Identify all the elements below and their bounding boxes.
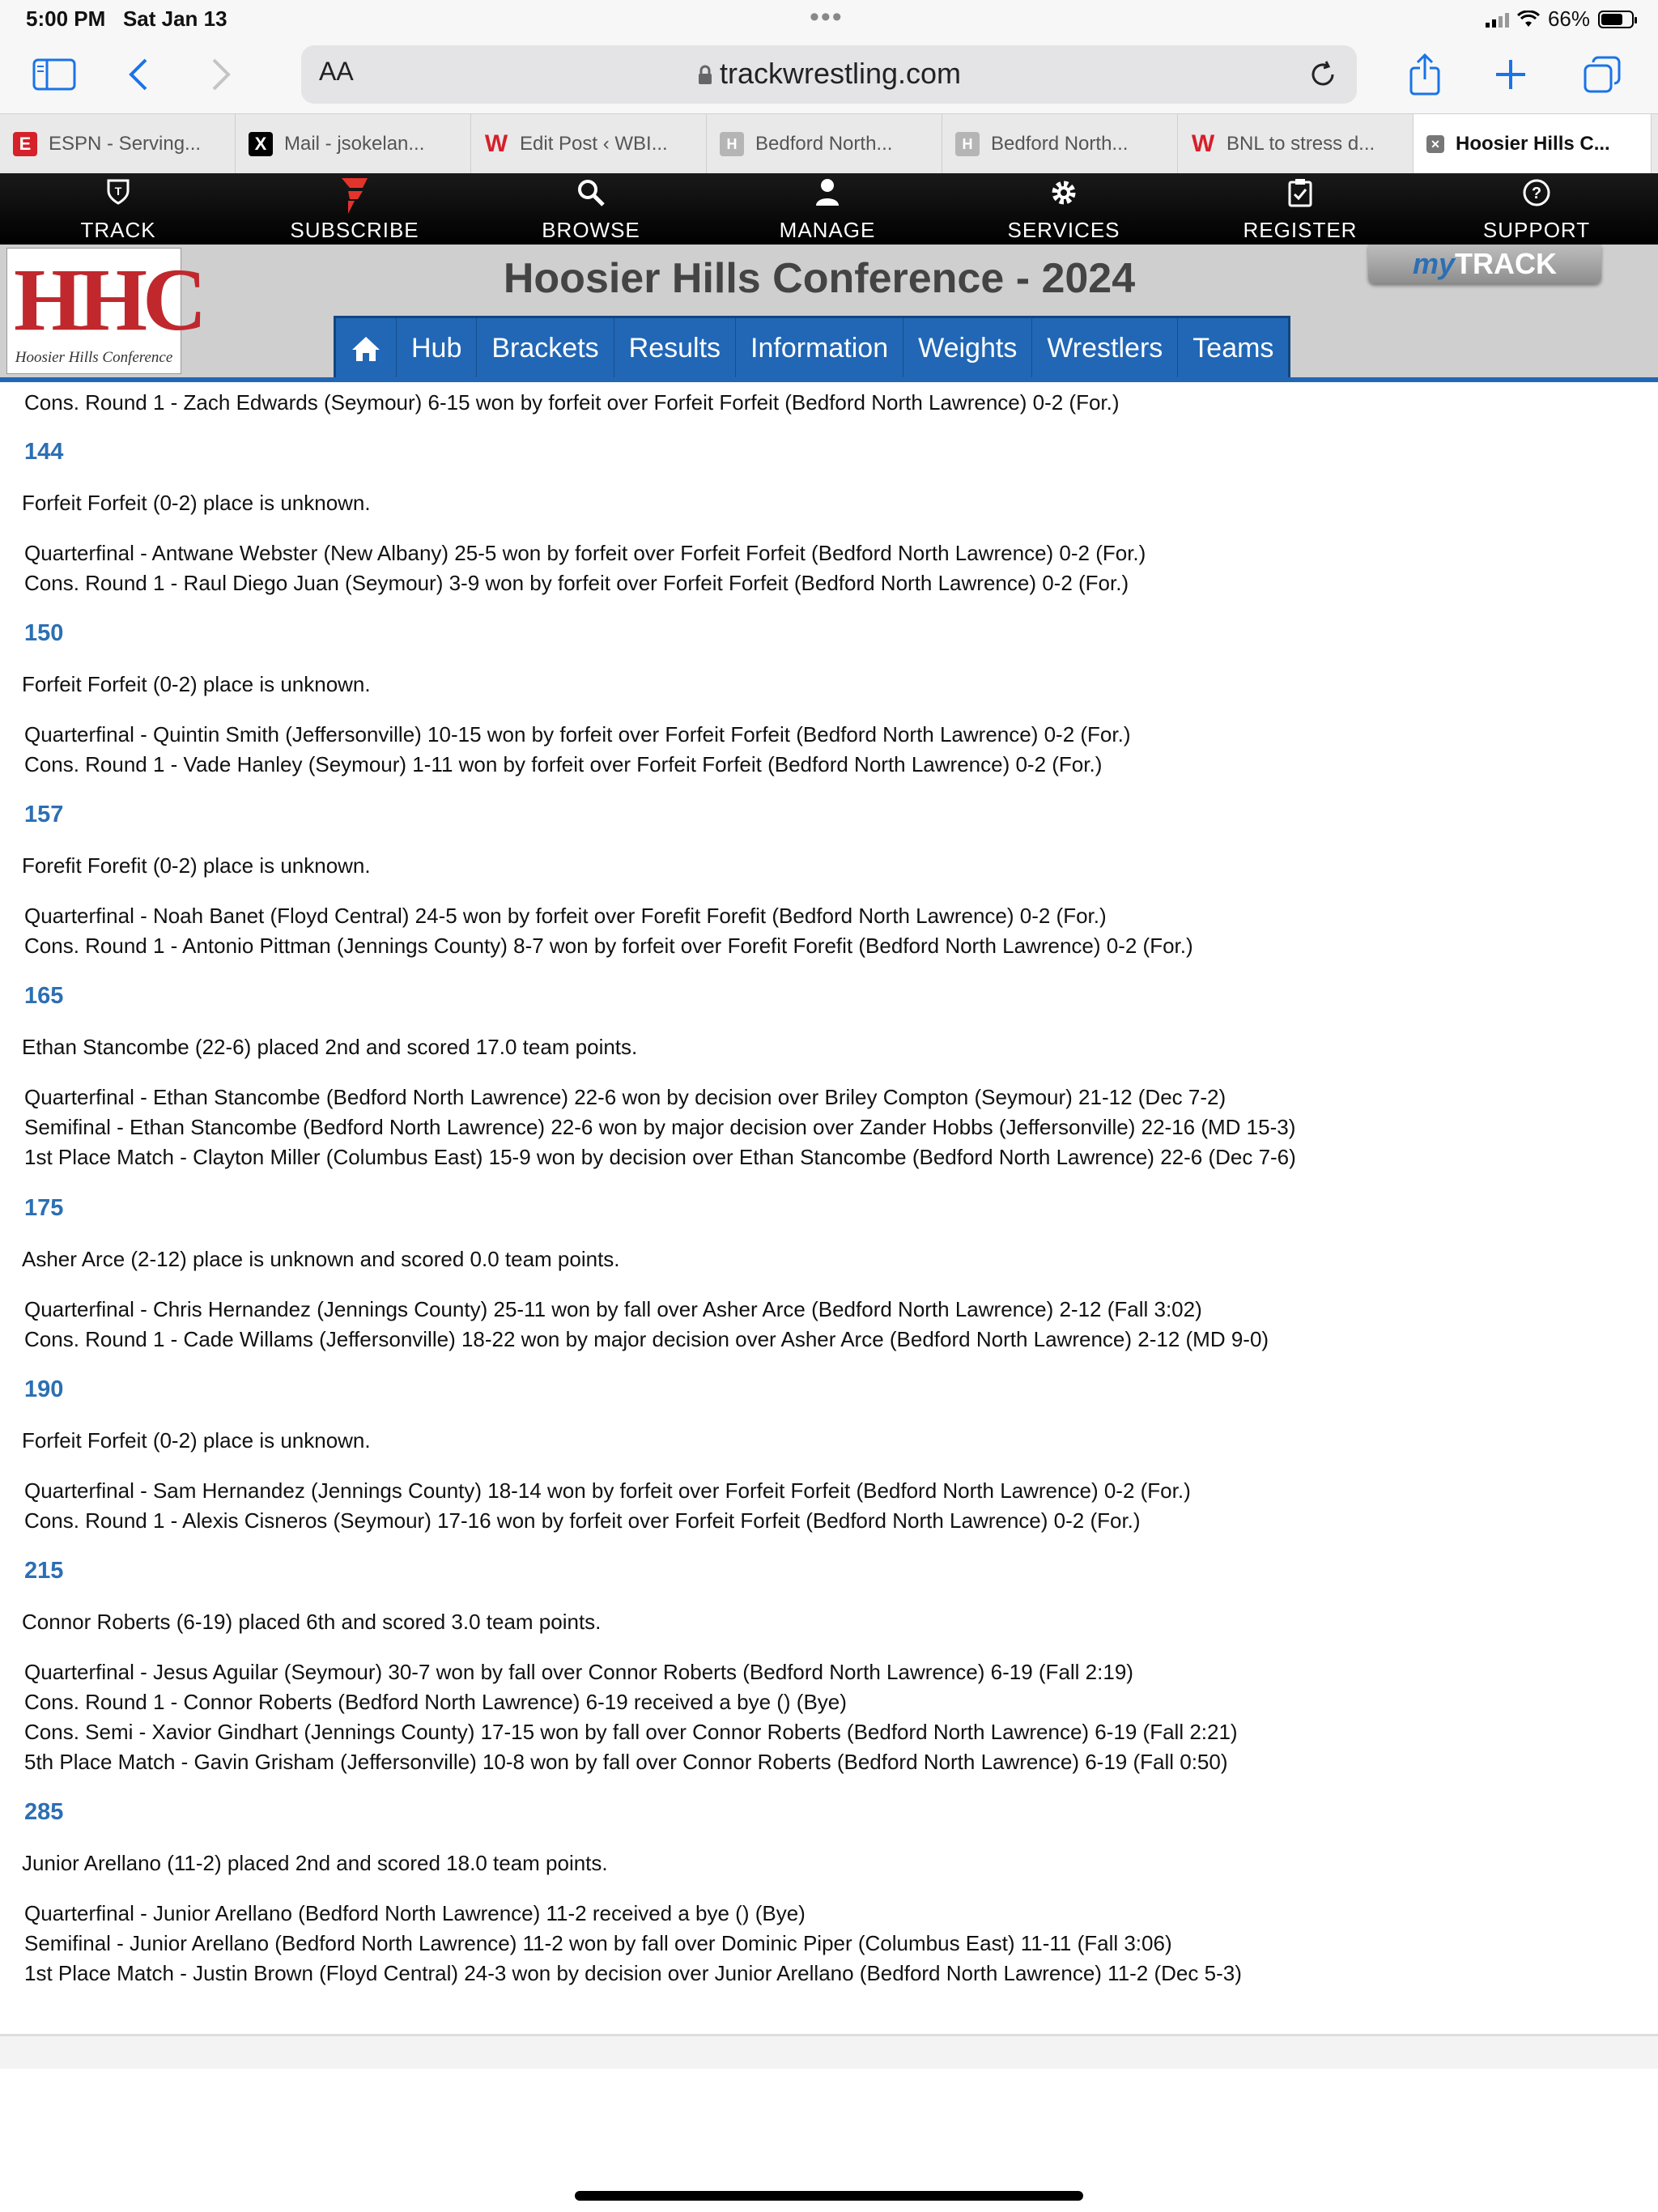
menu-home[interactable] bbox=[336, 318, 397, 379]
status-time: 5:00 PM Sat Jan 13 bbox=[26, 6, 227, 31]
match-line: Cons. Round 1 - Vade Hanley (Seymour) 1-11 won by forfeit over Forfeit Forfeit (Bedford North Lawrence) 0-2 (For.) bbox=[24, 752, 1103, 776]
menu-weights[interactable]: Weights bbox=[903, 318, 1032, 379]
tab-label: ESPN - Serving... bbox=[49, 133, 202, 155]
browser-tab-edit-post[interactable] bbox=[471, 114, 707, 174]
question-icon bbox=[1418, 178, 1655, 215]
weight-heading: 175 bbox=[24, 1195, 64, 1221]
weight-heading: 157 bbox=[24, 802, 64, 827]
clipboard-check-icon bbox=[1182, 178, 1418, 215]
lock-icon bbox=[697, 65, 713, 86]
match-line: Cons. Round 1 - Raul Diego Juan (Seymour) 3-9 won by forfeit over Forfeit Forfeit (Bedford North Lawrence) 0-2 (For.) bbox=[24, 571, 1129, 595]
match-line: Cons. Round 1 - Alexis Cisneros (Seymour) 17-16 won by forfeit over Forfeit Forfeit (Bedford North Lawrence) 0-2 (For.) bbox=[24, 1508, 1141, 1533]
match-line: Quarterfinal - Noah Banet (Floyd Central) 24-5 won by forfeit over Forefit Forefit (Bedford North Lawrence) 0-2 (For.) bbox=[24, 904, 1107, 928]
tabs-overview-icon[interactable] bbox=[1584, 52, 1621, 97]
cellular-signal-icon bbox=[1486, 11, 1509, 28]
wrestler-summary: Forfeit Forfeit (0-2) place is unknown. bbox=[22, 672, 371, 696]
menu-results[interactable]: Results bbox=[614, 318, 736, 379]
site-nav bbox=[0, 173, 1658, 245]
svg-text:?: ? bbox=[1531, 185, 1542, 202]
h-favicon-icon: H bbox=[955, 132, 980, 156]
results-content bbox=[0, 382, 1658, 2034]
home-icon bbox=[351, 335, 381, 363]
nav-label: SUPPORT bbox=[1482, 218, 1591, 242]
nav-register[interactable] bbox=[1182, 173, 1418, 245]
match-line: Quarterfinal - Sam Hernandez (Jennings County) 18-14 won by forfeit over Forfeit Forfeit (Bedford North Lawrence) 0-2 (For.) bbox=[24, 1478, 1191, 1503]
wrestler-summary: Forfeit Forfeit (0-2) place is unknown. bbox=[22, 1428, 371, 1453]
match-line: Quarterfinal - Antwane Webster (New Albany) 25-5 won by forfeit over Forfeit Forfeit (Bedford North Lawrence) 0-2 (For.) bbox=[24, 541, 1146, 565]
browser-toolbar bbox=[0, 39, 1658, 113]
status-date: Sat Jan 13 bbox=[122, 6, 227, 31]
wrestler-summary: Ethan Stancombe (22-6) placed 2nd and scored 17.0 team points. bbox=[22, 1035, 638, 1059]
nav-browse[interactable] bbox=[473, 173, 709, 245]
mytrack-my: my bbox=[1412, 247, 1456, 280]
w-favicon-icon: W bbox=[1191, 130, 1215, 157]
gear-icon bbox=[946, 178, 1182, 215]
nav-label: BROWSE bbox=[542, 218, 640, 242]
match-line: 5th Place Match - Gavin Grisham (Jeffersonville) 10-8 won by fall over Connor Roberts (Bedford North Lawrence) 6-19 (Fall 0:50) bbox=[24, 1750, 1228, 1774]
menu-teams[interactable]: Teams bbox=[1192, 333, 1274, 364]
espn-favicon-icon: E bbox=[13, 132, 37, 156]
weight-heading: 144 bbox=[24, 439, 64, 465]
tab-label: Edit Post ‹ WBI... bbox=[520, 133, 668, 155]
browser-tab-bnl-stress[interactable] bbox=[1178, 114, 1414, 174]
match-line: Cons. Round 1 - Cade Willams (Jeffersonville) 18-22 won by major decision over Asher Arce (Bedford North Lawrence) 2-12 (MD 9-0) bbox=[24, 1327, 1269, 1351]
match-line: Quarterfinal - Jesus Aguilar (Seymour) 30-7 won by fall over Connor Roberts (Bedford North Lawrence) 6-19 (Fall 2:19) bbox=[24, 1660, 1133, 1684]
sidebar-icon[interactable] bbox=[32, 52, 76, 97]
mytrack-track: TRACK bbox=[1455, 247, 1557, 280]
wifi-icon bbox=[1517, 11, 1540, 28]
nav-support[interactable] bbox=[1418, 173, 1655, 245]
weight-heading: 165 bbox=[24, 983, 64, 1009]
url-text: trackwrestling.com bbox=[301, 57, 1357, 91]
browser-tabs bbox=[0, 113, 1658, 174]
mytrack-button[interactable] bbox=[1368, 245, 1601, 283]
wrestler-summary: Junior Arellano (11-2) placed 2nd and scored 18.0 team points. bbox=[22, 1851, 608, 1875]
battery-percent: 66% bbox=[1547, 6, 1590, 31]
menu-brackets[interactable]: Brackets bbox=[477, 318, 614, 379]
logo-text: HHC bbox=[14, 250, 202, 349]
nav-label: MANAGE bbox=[779, 218, 876, 242]
nav-subscribe[interactable] bbox=[236, 173, 473, 245]
text-size-button[interactable]: AA bbox=[319, 57, 354, 86]
match-line: 1st Place Match - Justin Brown (Floyd Central) 24-3 won by decision over Junior Arellano (Bedford North Lawrence) 11-2 (Dec 5-3) bbox=[24, 1961, 1242, 1985]
match-line: Cons. Round 1 - Zach Edwards (Seymour) 6-15 won by forfeit over Forfeit Forfeit (Bedford North Lawrence) 0-2 (For.) bbox=[24, 390, 1120, 415]
wrestler-summary: Asher Arce (2-12) place is unknown and scored 0.0 team points. bbox=[22, 1247, 620, 1271]
page-title: Hoosier Hills Conference - 2024 bbox=[503, 255, 1136, 302]
footer-band bbox=[0, 2036, 1658, 2069]
tab-label: Bedford North... bbox=[755, 133, 893, 155]
weight-heading: 215 bbox=[24, 1558, 64, 1584]
logo-subtitle: Hoosier Hills Conference bbox=[15, 349, 173, 366]
h-favicon-icon: H bbox=[720, 132, 744, 156]
back-icon[interactable] bbox=[126, 52, 151, 97]
weight-heading: 150 bbox=[24, 620, 64, 646]
match-line: Cons. Semi - Xavior Gindhart (Jennings County) 17-15 won by fall over Connor Roberts (Bedford North Lawrence) 6-19 (Fall 2:21) bbox=[24, 1720, 1238, 1744]
wrestler-summary: Forfeit Forfeit (0-2) place is unknown. bbox=[22, 491, 371, 515]
close-tab-icon[interactable]: ✕ bbox=[1426, 135, 1444, 153]
weight-heading: 190 bbox=[24, 1376, 64, 1402]
search-icon bbox=[473, 178, 709, 215]
match-line: Quarterfinal - Ethan Stancombe (Bedford North Lawrence) 22-6 won by decision over Briley Compton (Seymour) 21-12 (Dec 7-2) bbox=[24, 1085, 1226, 1109]
conference-header bbox=[0, 245, 1658, 379]
wrestler-summary: Connor Roberts (6-19) placed 6th and scored 3.0 team points. bbox=[22, 1610, 602, 1634]
multitask-dots-icon[interactable]: ••• bbox=[810, 2, 844, 32]
browser-tab-bedford-2[interactable] bbox=[942, 114, 1178, 174]
match-line: Semifinal - Ethan Stancombe (Bedford North Lawrence) 22-6 won by major decision over Zander Hobbs (Jeffersonville) 22-16 (MD 15-3) bbox=[24, 1115, 1296, 1139]
browser-tab-bedford-1[interactable] bbox=[707, 114, 942, 174]
menu-information[interactable]: Information bbox=[736, 318, 903, 379]
browser-tab-espn[interactable] bbox=[0, 114, 236, 174]
match-line: 1st Place Match - Clayton Miller (Columbus East) 15-9 won by decision over Ethan Stancombe (Bedford North Lawrence) 22-6 (Dec 7-6) bbox=[24, 1145, 1296, 1169]
address-bar[interactable] bbox=[301, 45, 1357, 104]
person-icon bbox=[709, 178, 946, 214]
battery-icon bbox=[1598, 11, 1634, 28]
match-line: Semifinal - Junior Arellano (Bedford North Lawrence) 11-2 won by fall over Dominic Piper (Columbus East) 11-11 (Fall 3:06) bbox=[24, 1931, 1172, 1955]
flo-icon bbox=[236, 178, 473, 222]
status-bar bbox=[0, 0, 1658, 39]
x-favicon-icon: X bbox=[249, 132, 273, 156]
status-indicators bbox=[1486, 6, 1634, 32]
nav-services[interactable] bbox=[946, 173, 1182, 245]
nav-manage[interactable] bbox=[709, 173, 946, 245]
match-line: Quarterfinal - Quintin Smith (Jeffersonville) 10-15 won by forfeit over Forfeit Forfeit (Bedford North Lawrence) 0-2 (For.) bbox=[24, 722, 1131, 747]
nav-label: REGISTER bbox=[1243, 218, 1358, 242]
home-indicator[interactable] bbox=[575, 2191, 1083, 2201]
match-line: Cons. Round 1 - Connor Roberts (Bedford North Lawrence) 6-19 received a bye () (Bye) bbox=[24, 1690, 847, 1714]
reload-icon[interactable] bbox=[1308, 52, 1337, 97]
share-icon[interactable] bbox=[1409, 52, 1441, 97]
nav-track[interactable] bbox=[0, 173, 236, 245]
wrestler-summary: Forefit Forefit (0-2) place is unknown. bbox=[22, 853, 371, 878]
menu-wrestlers[interactable]: Wrestlers bbox=[1032, 318, 1178, 379]
tab-label: Hoosier Hills C... bbox=[1456, 133, 1610, 155]
forward-icon[interactable] bbox=[209, 52, 233, 97]
match-line: Cons. Round 1 - Antonio Pittman (Jennings County) 8-7 won by forfeit over Forefit Forefit (Bedford North Lawrence) 0-2 (For.) bbox=[24, 934, 1193, 958]
nav-label: SUBSCRIBE bbox=[290, 218, 419, 242]
browser-tab-mail[interactable] bbox=[236, 114, 471, 174]
nav-label: TRACK bbox=[80, 218, 156, 242]
nav-label: SERVICES bbox=[1007, 218, 1120, 242]
weight-heading: 285 bbox=[24, 1799, 64, 1825]
match-line: Quarterfinal - Chris Hernandez (Jennings County) 25-11 won by fall over Asher Arce (Bedford North Lawrence) 2-12 (Fall 3:02) bbox=[24, 1297, 1202, 1321]
match-line: Quarterfinal - Junior Arellano (Bedford North Lawrence) 11-2 received a bye () (Bye) bbox=[24, 1901, 806, 1925]
tab-label: Bedford North... bbox=[991, 133, 1129, 155]
menu-hub[interactable]: Hub bbox=[397, 318, 477, 379]
new-tab-icon[interactable] bbox=[1494, 52, 1527, 97]
tab-label: BNL to stress d... bbox=[1226, 133, 1375, 155]
shield-icon bbox=[0, 178, 236, 214]
tab-label: Mail - jsokelan... bbox=[284, 133, 425, 155]
tournament-menu bbox=[334, 316, 1290, 379]
browser-tab-hoosier-hills[interactable] bbox=[1414, 114, 1652, 174]
svg-text:T: T bbox=[114, 185, 122, 198]
w-favicon-icon: W bbox=[484, 130, 508, 157]
